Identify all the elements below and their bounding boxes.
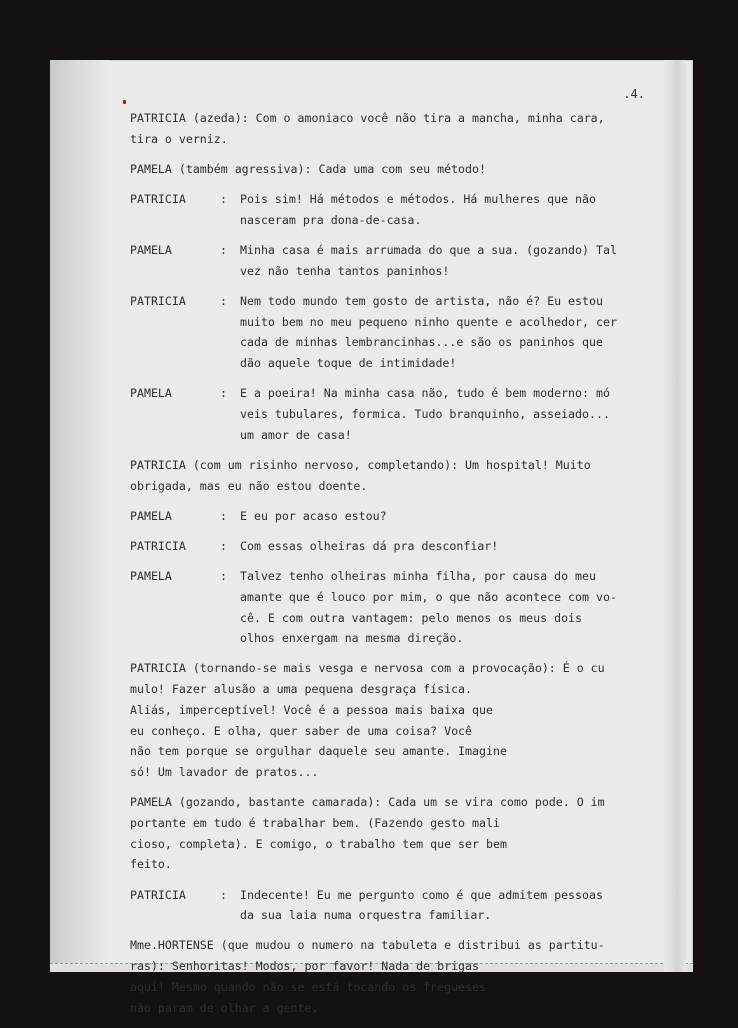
text-line: cada de minhas lembrancinhas...e são os paninhos que [240,335,603,350]
text-line: amante que é louco por mim, o que não acontece com vo- [240,589,617,604]
text-line: PATRICIA (azeda): Com o amoniaco você não tira a mancha, minha cara, [130,111,605,125]
text-line: PAMELA (gozando, bastante camarada): Cada um se vira como pode. O im [130,795,605,810]
dialogue-entry [130,792,650,875]
dialogue-entry [130,935,650,1018]
text-line: PATRICIA (com um risinho nervoso, completando): Um hospital! Muito [130,457,591,472]
text-line: Nem todo mundo tem gosto de artista, não é? Eu estou [240,293,603,308]
text-line: feito. [130,857,172,872]
dialogue-entry [130,658,650,782]
rust-speck [123,100,126,104]
dialogue-text [240,291,650,374]
speaker-name: PAMELA [130,569,172,584]
dialogue-entry [130,108,650,149]
dialogue-entry [130,159,650,180]
text-line: veis tubulares, formica. Tudo branquinho, asseiado... [240,406,610,421]
text-line: Indecente! Eu me pergunto como é que admitem pessoas [240,887,603,902]
text-line: Mme.HORTENSE (que mudou o numero na tabuleta e distribui as partitu- [130,938,605,953]
text-line: olhos enxergam na mesma direção. [240,631,464,646]
text-line: só! Um lavador de pratos... [130,764,319,779]
text-line: um amor de casa! [240,427,352,442]
speaker-separator: : [220,243,227,258]
speaker-separator: : [220,192,227,207]
text-line: cê. E com outra vantagem: pelo menos os meus dois [240,610,583,625]
dialogue-entry [130,885,650,926]
dialogue-entry [130,566,650,649]
text-line: obrigada, mas eu não estou doente. [130,478,368,493]
dialogue-text [240,240,650,281]
text-line: não tem porque se orgulhar daquele seu amante. Imagine [130,744,507,759]
text-line: portante em tudo é trabalhar bem. (Fazendo gesto mali [130,815,500,830]
dialogue-entry [130,240,650,281]
text-line: muito bem no meu pequeno ninho quente e acolhedor, cer [240,314,617,329]
text-line: ras): Senhoritas! Modos, por favor! Nada de brigas [130,959,480,974]
text-line: Talvez tenho olheiras minha filha, por causa do meu [240,569,596,584]
text-line: PATRICIA (tornando-se mais vesga e nervosa com a provocação): É o cu [130,661,605,676]
dialogue-text [240,536,650,557]
dialogue-entry [130,455,650,496]
text-line: da sua laia numa orquestra familiar. [240,908,492,923]
text-line: Pois sim! Há métodos e métodos. Há mulheres que não [240,192,596,207]
text-line: cioso, completa). E comigo, o trabalho tem que ser bem [130,836,507,851]
text-line: Minha casa é mais arrumada do que a sua. (gozando) Tal [240,243,617,258]
dialogue-entry [130,189,650,230]
text-line: não param de olhar a gente. [130,1000,319,1015]
dialogue-entry [130,506,650,527]
dialogue-text [240,383,650,445]
dialogue-entry [130,291,650,374]
typewritten-page [50,60,693,1015]
text-line: nasceram pra dona-de-casa. [240,212,422,227]
speaker-name: PAMELA [130,386,172,401]
text-line: Aliás, imperceptível! Você é a pessoa mais baixa que [130,702,493,717]
speaker-separator: : [220,538,227,553]
text-line: aqui! Mesmo quando não se está tocando os fregueses [130,979,486,994]
script-dialogue [130,108,650,1028]
speaker-separator: : [220,887,227,902]
dialogue-entry [130,383,650,445]
speaker-name: PATRICIA [130,293,186,308]
text-line: mulo! Fazer alusão a uma pequena desgraça física. [130,682,473,697]
dialogue-entry [130,536,650,557]
text-line: Com essas olheiras dá pra desconfiar! [240,538,499,553]
text-line: PAMELA (também agressiva): Cada uma com seu método! [130,161,486,176]
speaker-separator: : [220,386,227,401]
dialogue-text [240,189,650,230]
text-line: tira o verniz. [130,131,228,146]
speaker-name: PATRICIA [130,538,186,553]
text-line: dão aquele toque de intimidade! [240,356,457,371]
text-line: E eu por acaso estou? [240,508,387,523]
speaker-separator: : [220,569,227,584]
dialogue-text [240,506,650,527]
dialogue-text [240,566,650,649]
dialogue-text [240,885,650,926]
page-number: .4. [623,87,645,101]
text-line: eu conheço. E olha, quer saber de uma coisa? Você [130,723,473,738]
text-line: vez não tenha tantos paninhos! [240,263,450,278]
text-line: E a poeira! Na minha casa não, tudo é bem moderno: mó [240,386,610,401]
speaker-separator: : [220,508,227,523]
speaker-name: PAMELA [130,243,172,258]
speaker-name: PATRICIA [130,887,186,902]
speaker-name: PAMELA [130,508,172,523]
speaker-name: PATRICIA [130,192,186,207]
speaker-separator: : [220,293,227,308]
